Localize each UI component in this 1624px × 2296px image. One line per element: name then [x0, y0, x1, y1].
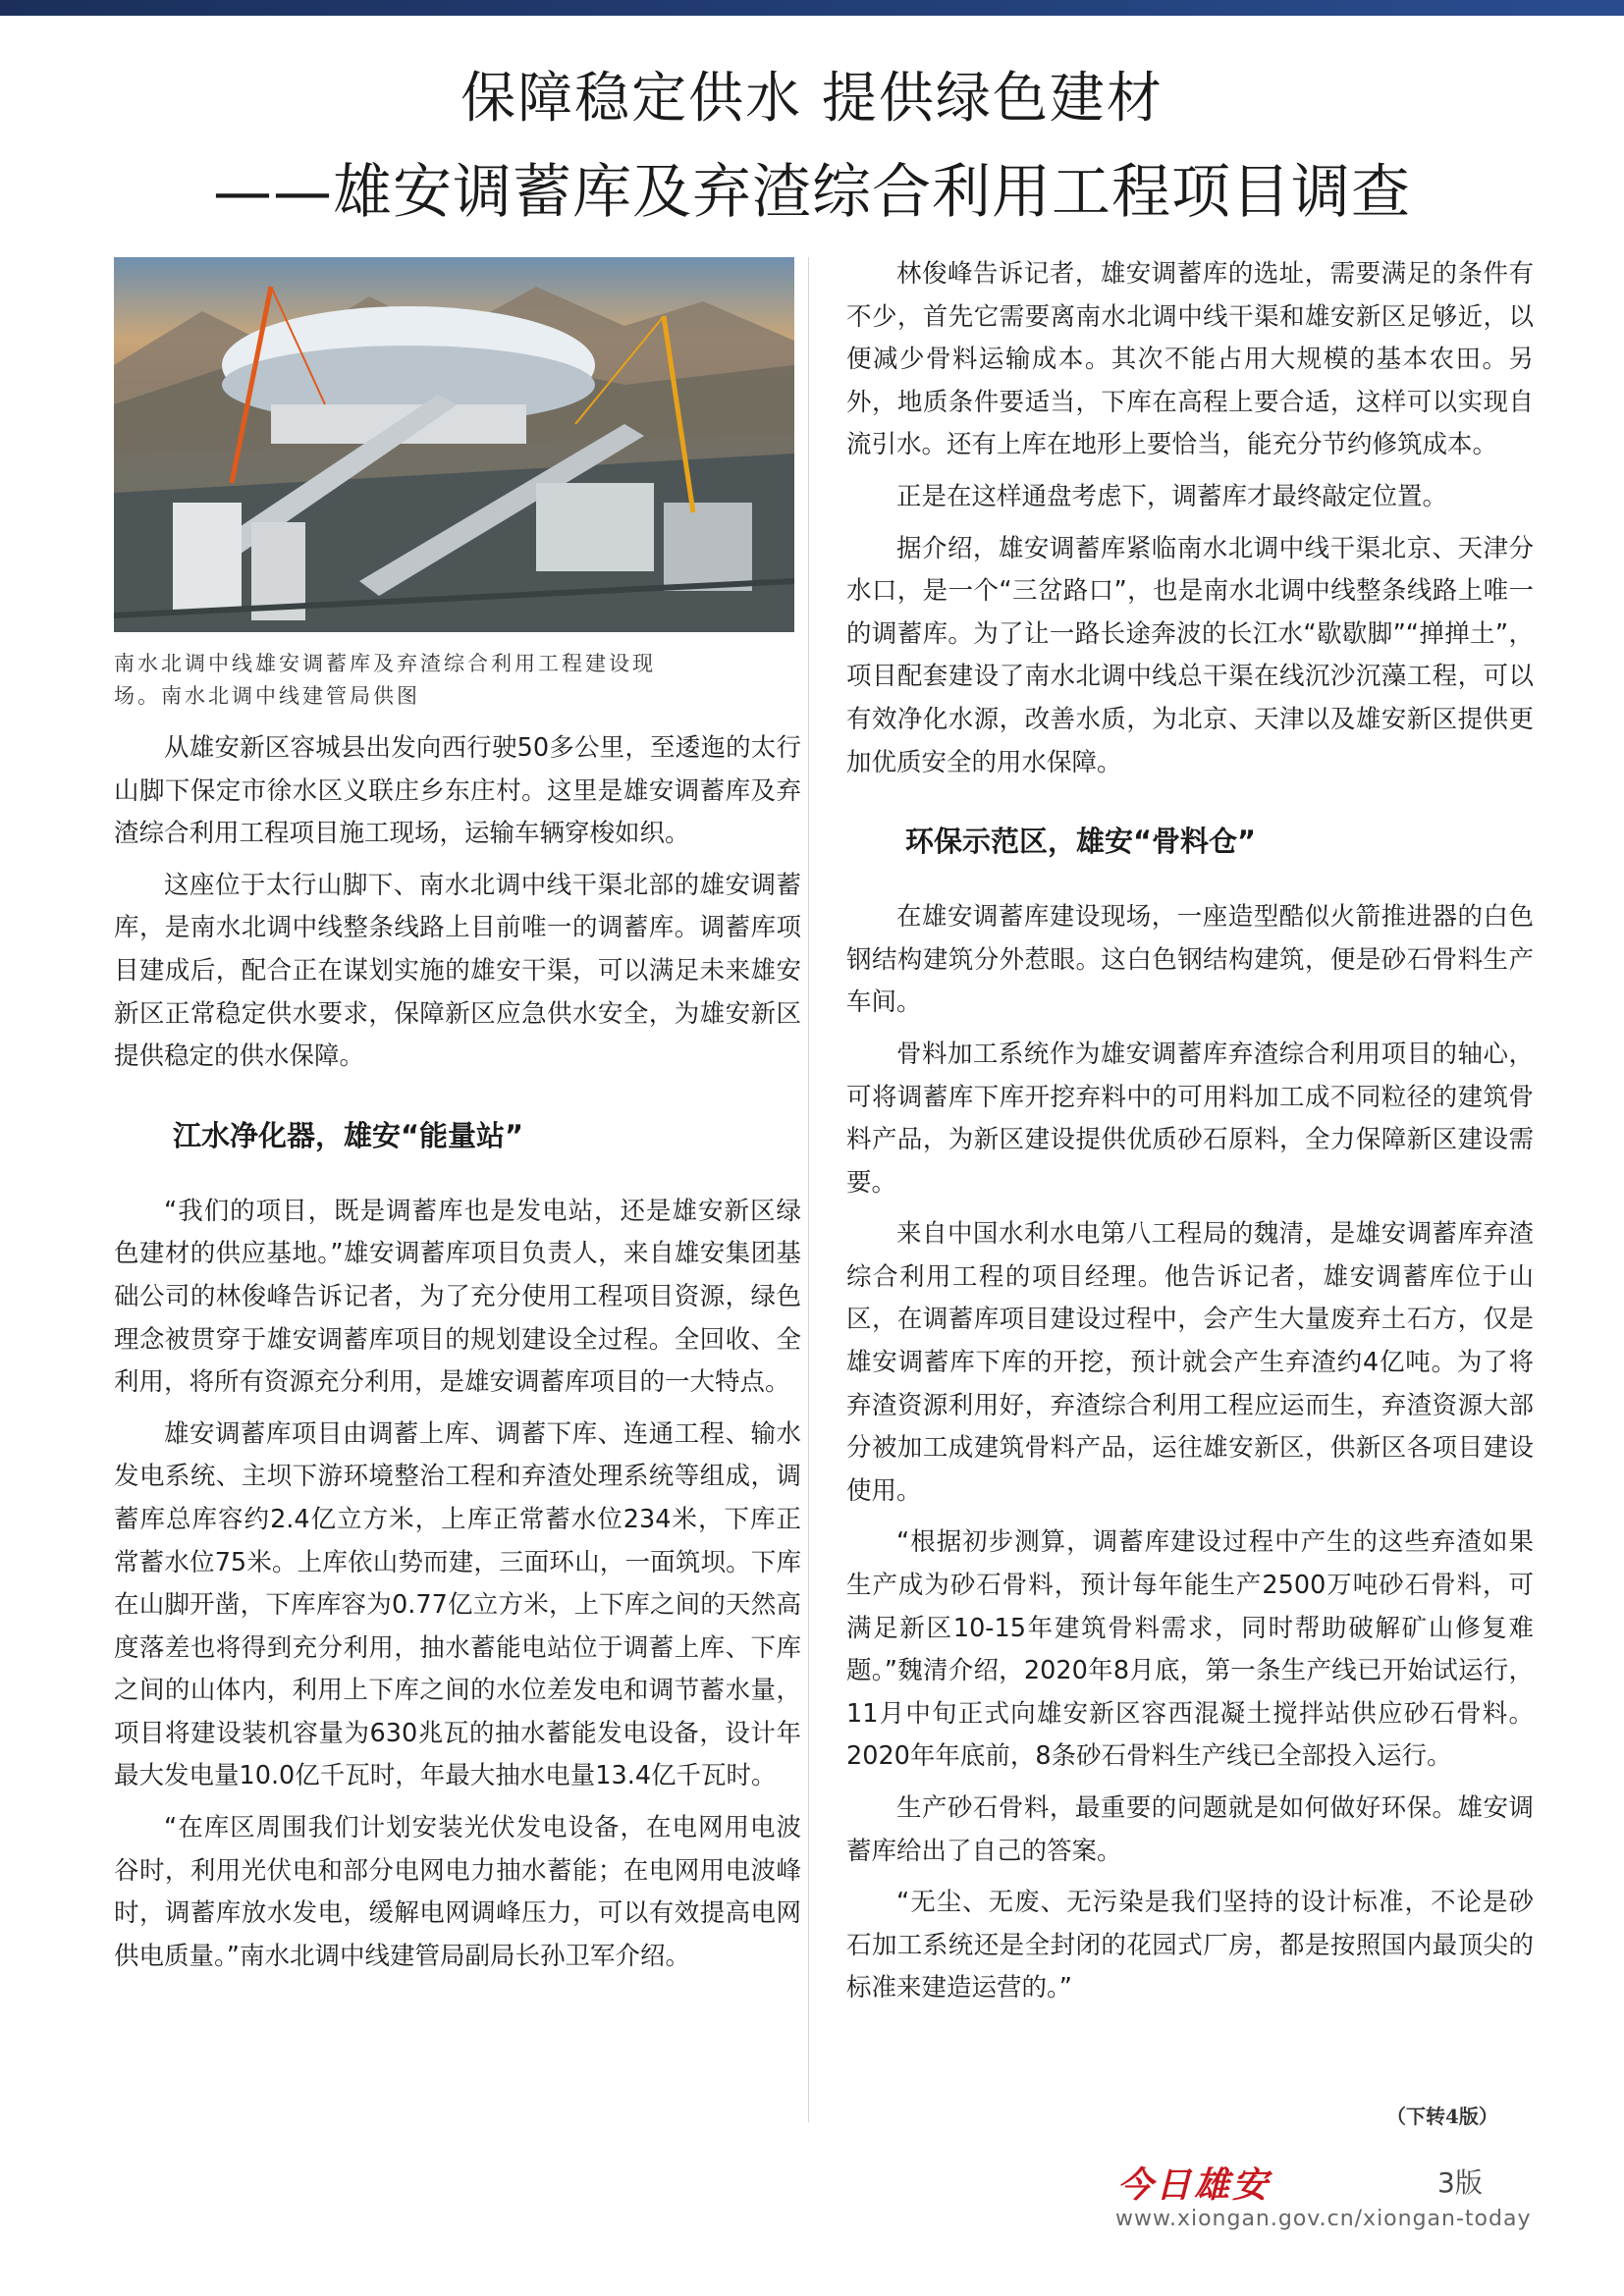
article-paragraph: 从雄安新区容城县出发向西行驶50多公里，至逶迤的太行山脚下保定市徐水区义联庄乡东庄村。这里是雄安调蓄库及弃渣综合利用工程项目施工现场，运输车辆穿梭如织。 [114, 733, 801, 849]
article-paragraph: “无尘、无废、无污染是我们坚持的设计标准，不论是砂石加工系统还是全封闭的花园式厂房，都是按照国内最顶尖的标准来建造运营的。” [846, 1888, 1534, 2003]
right-article-column [846, 253, 1534, 2010]
continued-on-page-note: （下转4版） [1386, 2105, 1498, 2128]
publication-logo: 今日雄安 [1117, 2164, 1272, 2206]
section-heading-aggregate-warehouse: 环保示范区，雄安“骨料仓” [905, 825, 1257, 859]
photo-caption [114, 648, 801, 713]
website-url: www.xiongan.gov.cn/xiongan-today [1115, 2207, 1532, 2231]
section-heading-energy-station: 江水净化器，雄安“能量站” [173, 1118, 524, 1152]
article-paragraph: 这座位于太行山脚下、南水北调中线干渠北部的雄安调蓄库，是南水北调中线整条线路上目前唯一的调蓄库。调蓄库项目建成后，配合正在谋划实施的雄安干渠，可以满足未来雄安新区正常稳定供水要求，保障新区应急供水安全，为雄安新区提供稳定的供水保障。 [114, 870, 801, 1072]
construction-site-photo [114, 257, 794, 632]
headline-main: 保障稳定供水 提供绿色建材 [460, 67, 1164, 131]
article-paragraph: “根据初步测算，调蓄库建设过程中产生的这些弃渣如果生产成为砂石骨料，预计每年能生产2500万吨砂石骨料，可满足新区10-15年建筑骨料需求，同时帮助破解矿山修复难题。”魏清介绍，2020年8月底，第一条生产线已开始试运行，11月中旬正式向雄安新区容西混凝土搅拌站供应砂石骨料。2020年年底前，8条砂石骨料生产线已全部投入运行。 [846, 1527, 1534, 1772]
article-paragraph: 来自中国水利水电第八工程局的魏清，是雄安调蓄库弃渣综合利用工程的项目经理。他告诉记者，雄安调蓄库位于山区，在调蓄库项目建设过程中，会产生大量废弃土石方，仅是雄安调蓄库下库的开挖，预计就会产生弃渣约4亿吨。为了将弃渣资源利用好，弃渣综合利用工程应运而生，弃渣资源大部分被加工成建筑骨料产品，运往雄安新区，供新区各项目建设使用。 [846, 1219, 1534, 1506]
left-article-column [114, 727, 801, 1978]
page-number: 3版 [1437, 2166, 1483, 2199]
top-color-bar [0, 0, 1624, 16]
photo-caption-line: 场。南水北调中线建管局供图 [114, 684, 420, 708]
headline-sub: ——雄安调蓄库及弃渣综合利用工程项目调查 [213, 158, 1411, 227]
article-paragraph: “我们的项目，既是调蓄库也是发电站，还是雄安新区绿色建材的供应基地。”雄安调蓄库项目负责人，来自雄安集团基础公司的林俊峰告诉记者，为了充分使用工程项目资源，绿色理念被贯穿于雄安调蓄库项目的规划建设全过程。全回收、全利用，将所有资源充分利用，是雄安调蓄库项目的一大特点。 [114, 1196, 801, 1398]
article-paragraph: 据介绍，雄安调蓄库紧临南水北调中线干渠北京、天津分水口，是一个“三岔路口”，也是南水北调中线整条线路上唯一的调蓄库。为了让一路长途奔波的长江水“歇歇脚”“掸掸土”，项目配套建设了南水北调中线总干渠在线沉沙沉藻工程，可以有效净化水源，改善水质，为北京、天津以及雄安新区提供更加优质安全的用水保障。 [846, 533, 1534, 777]
article-paragraph: 正是在这样通盘考虑下，调蓄库才最终敲定位置。 [896, 481, 1448, 511]
article-paragraph: 雄安调蓄库项目由调蓄上库、调蓄下库、连通工程、输水发电系统、主坝下游环境整治工程和弃渣处理系统等组成，调蓄库总库容约2.4亿立方米，上库正常蓄水位234米，下库正常蓄水位75米。上库依山势而建，三面环山，一面筑坝。下库在山脚开凿，下库库容为0.77亿立方米，上下库之间的天然高度落差也将得到充分利用，抽水蓄能电站位于调蓄上库、下库之间的山体内，利用上下库之间的水位差发电和调节蓄水量，项目将建设装机容量为630兆瓦的抽水蓄能发电设备，设计年最大发电量10.0亿千瓦时，年最大抽水电量13.4亿千瓦时。 [114, 1418, 801, 1791]
article-paragraph: 林俊峰告诉记者，雄安调蓄库的选址，需要满足的条件有不少，首先它需要离南水北调中线干渠和雄安新区足够近，以便减少骨料运输成本。其次不能占用大规模的基本农田。另外，地质条件要适当，下库在高程上要合适，这样可以实现自流引水。还有上库在地形上要恰当，能充分节约修筑成本。 [846, 259, 1534, 460]
photo-caption-line: 南水北调中线雄安调蓄库及弃渣综合利用工程建设现 [114, 652, 656, 675]
article-paragraph: 骨料加工系统作为雄安调蓄库弃渣综合利用项目的轴心，可将调蓄库下库开挖弃料中的可用料加工成不同粒径的建筑骨料产品，为新区建设提供优质砂石原料，全力保障新区建设需要。 [846, 1039, 1534, 1198]
article-paragraph: “在库区周围我们计划安装光伏发电设备，在电网用电波谷时，利用光伏电和部分电网电力抽水蓄能；在电网用电波峰时，调蓄库放水发电，缓解电网调峰压力，可以有效提高电网供电质量。”南水北调中线建管局副局长孙卫军介绍。 [114, 1813, 801, 1971]
article-paragraph: 在雄安调蓄库建设现场，一座造型酷似火箭推进器的白色钢结构建筑分外惹眼。这白色钢结构建筑，便是砂石骨料生产车间。 [846, 902, 1534, 1018]
column-divider [808, 257, 809, 2122]
article-paragraph: 生产砂石骨料，最重要的问题就是如何做好环保。雄安调蓄库给出了自己的答案。 [846, 1793, 1534, 1866]
